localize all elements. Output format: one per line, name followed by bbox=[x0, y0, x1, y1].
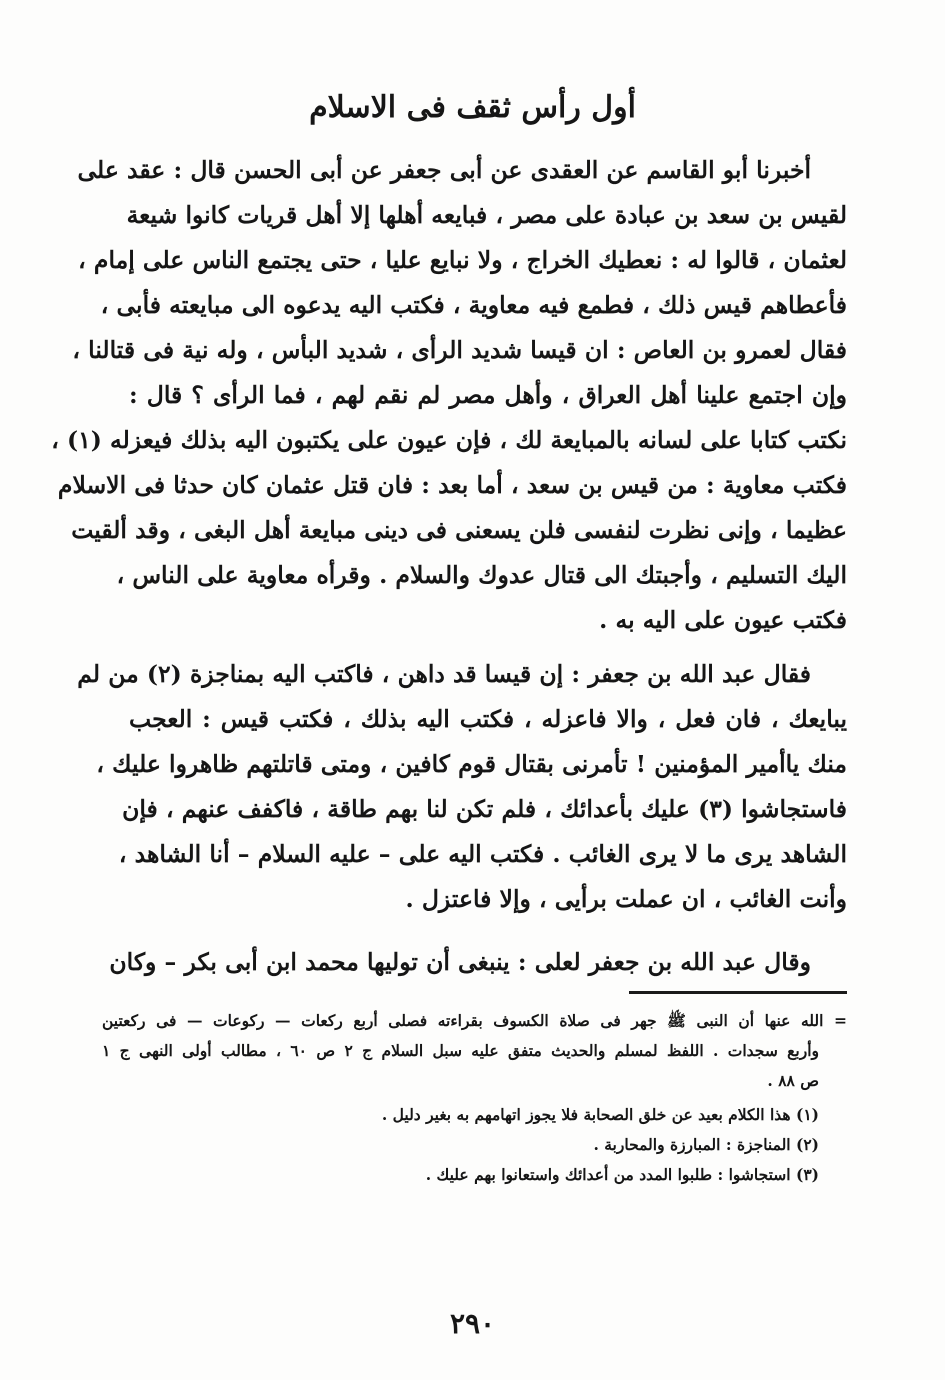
paragraph-3 bbox=[109, 940, 847, 985]
footnote-3: (٣) استجاشوا : طلبوا المدد من أعدائك واستعانوا بهم عليك . bbox=[425, 1165, 819, 1184]
text-line: وإن اجتمع علينا أهل العراق ، وأهل مصر لم نقم لهم ، فما الرأى ؟ قال : bbox=[129, 381, 847, 409]
text-line: فقال لعمرو بن العاص : ان قيسا شديد الرأى ، شديد البأس ، وله نية فى قتالنا ، bbox=[72, 336, 847, 364]
footnote-2: (٢) المناجزة : المبارزة والمحاربة . bbox=[593, 1135, 819, 1154]
text-line: لعثمان ، قالوا له : نعطيك الخراج ، ولا نبايع عليا ، حتى يجتمع الناس على إمام ، bbox=[78, 246, 847, 274]
text-line: منك ياأمير المؤمنين ! تأمرنى بقتال قوم كافين ، ومتى قاتلتهم ظاهروا عليك ، bbox=[96, 750, 847, 778]
paragraph-1 bbox=[51, 148, 847, 643]
text-line: وقال عبد الله بن جعفر لعلى : ينبغى أن توليها محمد ابن أبى بكر – وكان bbox=[109, 948, 811, 976]
text-line: الشاهد يرى ما لا يرى الغائب . فكتب اليه على – عليه السلام – أنا الشاهد ، bbox=[118, 840, 847, 868]
text-line: عظيما ، وإنى نظرت لنفسى فلن يسعنى فى دينى مبايعة أهل البغى ، وقد ألقيت bbox=[71, 516, 847, 544]
page-number: ٢٩٠ bbox=[449, 1307, 496, 1340]
text-line: فأعطاهم قيس ذلك ، فطمع فيه معاوية ، فكتب اليه يدعوه الى مبايعته فأبى ، bbox=[100, 291, 847, 319]
text-line: نكتب كتابا على لسانه بالمبايعة لك ، فإن عيون على يكتبون اليه بذلك فيعزله (١) ، bbox=[51, 426, 847, 454]
text-line: اليك التسليم ، وأجبتك الى قتال عدوك والسلام . وقرأه معاوية على الناس ، bbox=[116, 561, 847, 589]
footnote-continuation-line: ص ٨٨ . bbox=[767, 1071, 819, 1090]
page-title: أول رأس ثقف فى الاسلام bbox=[309, 90, 636, 125]
text-line: فكتب عيون على اليه به . bbox=[599, 606, 847, 634]
text-line: أخبرنا أبو القاسم عن العقدى عن أبى جعفر عن أبى الحسن قال : عقد على bbox=[77, 156, 811, 184]
text-line: فاستجاشوا (٣) عليك بأعدائك ، فلم تكن لنا بهم طاقة ، فاكفف عنهم ، فإن bbox=[122, 795, 847, 823]
text-line: لقيس بن سعد بن عبادة على مصر ، فبايعه أهلها إلا أهل قريات كانوا شيعة bbox=[126, 201, 847, 229]
footnote-continuation-line: وأربع سجدات . اللفظ لمسلم والحديث متفق عليه سبل السلام ج ٢ ص ٦٠ ، مطالب أولى النهى ج ١ bbox=[102, 1041, 819, 1060]
footnote-continuation-line: = الله عنها أن النبى ﷺ جهر فى صلاة الكسوف بقراءته فصلى أربع ركعات — ركوعات — فى ركعتين bbox=[102, 1011, 847, 1030]
footnote-1: (١) هذا الكلام بعيد عن خلق الصحابة فلا يجوز اتهامهم به بغير دليل . bbox=[381, 1105, 819, 1124]
text-line: فكتب معاوية : من قيس بن سعد ، أما بعد : فان قتل عثمان كان حدثا فى الاسلام bbox=[57, 471, 847, 499]
text-line: وأنت الغائب ، ان عملت برأيى ، وإلا فاعتزل . bbox=[405, 885, 847, 913]
footnote-separator bbox=[629, 991, 847, 994]
paragraph-2 bbox=[77, 652, 847, 922]
text-line: فقال عبد الله بن جعفر : إن قيسا قد داهن ، فاكتب اليه بمناجزة (٢) من لم bbox=[77, 660, 811, 688]
text-line: يبايعك ، فان فعل ، والا فاعزله ، فكتب اليه بذلك ، فكتب قيس : العجب bbox=[129, 705, 847, 733]
footnotes bbox=[102, 1006, 847, 1190]
